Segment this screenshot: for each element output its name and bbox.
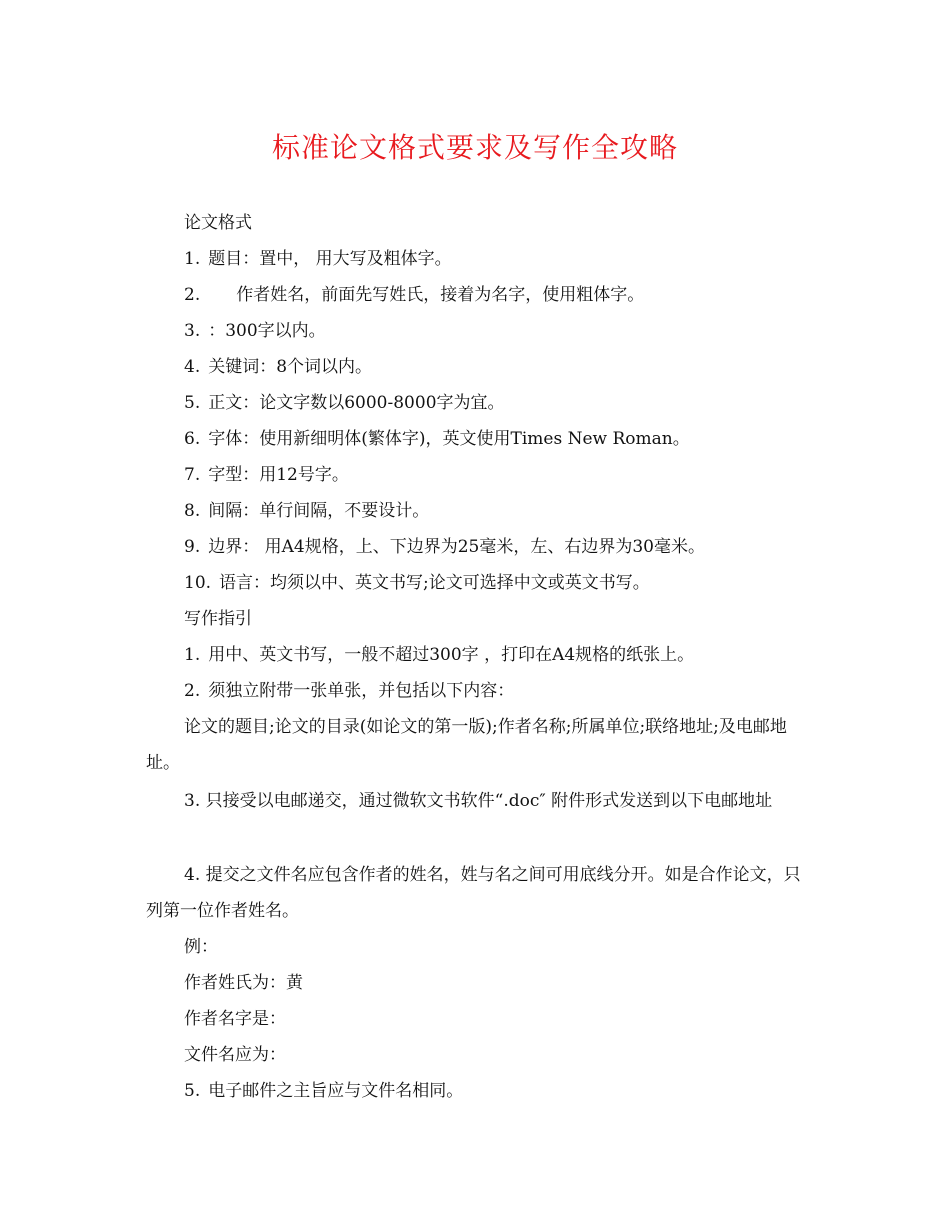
format-item-num: 3. [184,321,201,341]
guide-item-3-paragraph: 3. 只接受以电邮递交，通过微软文书软件“.doc″ 附件形式发送到以下电邮地址 [184,791,773,811]
format-item-text: ：300字以内。 [208,321,326,341]
guide-item-num: 1. [184,645,201,665]
guide-item-text: 电子邮件之主旨应与文件名相同。 [208,1081,464,1101]
format-item-7 [184,463,349,487]
format-item-text: 关键词：8个词以内。 [208,357,373,377]
document-title: 标准论文格式要求及写作全攻略 [271,131,678,164]
format-item-text: 题目：置中， 用大写及粗体字。 [208,249,452,269]
format-item-3 [184,319,326,343]
guide-item-4-paragraph: 4. 提交之文件名应包含作者的姓名，姓与名之间可用底线分开。如是合作论文，只列第一位作者姓名。 [146,865,801,921]
format-item-num: 10. [184,573,212,593]
format-item-num: 6. [184,429,201,449]
format-item-text: 语言：均须以中、英文书写;论文可选择中文或英文书写。 [219,573,650,593]
format-item-1 [184,247,452,271]
example-filename: 文件名应为： [184,1045,286,1065]
format-item-text: 正文：论文字数以6000-8000字为宜。 [208,393,505,413]
format-item-text: 字体：使用新细明体(繁体字)，英文使用Times New Roman。 [208,429,690,449]
format-item-8 [184,499,429,523]
format-item-num: 9. [184,537,201,557]
format-item-4 [184,355,372,379]
format-item-num: 4. [184,357,201,377]
format-heading: 论文格式 [184,213,252,233]
guide-item-text: 须独立附带一张单张，并包括以下内容： [208,681,515,701]
example-label: 例： [184,937,218,957]
format-item-num: 1. [184,249,201,269]
guide-item-5 [184,1079,463,1103]
guide-item-text: 用中、英文书写，一般不超过300字 ，打印在A4规格的纸张上。 [208,645,695,665]
format-item-10 [184,571,650,595]
format-item-text: 间隔：单行间隔，不要设计。 [208,501,430,521]
guide-item-1 [184,643,694,667]
guide-item-num: 5. [184,1081,201,1101]
format-item-6 [184,427,690,451]
guide-contents-paragraph: 论文的题目;论文的目录(如论文的第一版);作者名称;所属单位;联络地址;及电邮地址。 [146,717,787,773]
format-item-text: 字型：用12号字。 [208,465,349,485]
format-item-text: 作者姓名，前面先写姓氏，接着为名字，使用粗体字。 [236,285,645,305]
guide-item-num: 2. [184,681,201,701]
format-item-num: 2. [184,285,201,305]
format-item-text: 边界： 用A4规格，上、下边界为25毫米，左、右边界为30毫米。 [208,537,705,557]
format-item-5 [184,391,505,415]
guide-heading: 写作指引 [184,609,252,629]
format-item-num: 8. [184,501,201,521]
format-item-num: 5. [184,393,201,413]
format-item-num: 7. [184,465,201,485]
guide-item-2 [184,679,514,703]
format-item-2 [184,283,644,307]
example-surname: 作者姓氏为：黄 [184,973,303,993]
example-given-name: 作者名字是： [184,1009,286,1029]
format-item-9 [184,535,705,559]
